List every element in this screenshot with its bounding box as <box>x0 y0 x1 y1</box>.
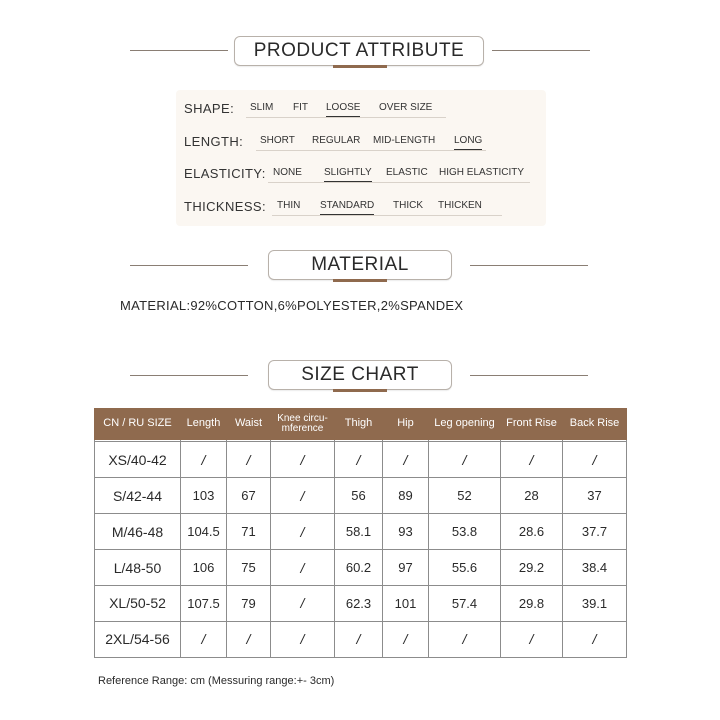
attribute-option-selected: SLIGHTLY <box>324 167 372 178</box>
measurement-cell: 37.7 <box>563 514 627 550</box>
attribute-option: SHORT <box>260 135 295 146</box>
measurement-cell: 75 <box>227 550 271 586</box>
measurement-cell: 55.6 <box>429 550 501 586</box>
measurement-cell: 107.5 <box>181 585 227 621</box>
measurement-cell: / <box>271 442 335 478</box>
measurement-cell: / <box>227 442 271 478</box>
attribute-option: HIGH ELASTICITY <box>439 167 525 178</box>
table-row <box>95 442 627 478</box>
table-row <box>95 585 627 621</box>
column-header: Back Rise <box>563 409 627 440</box>
section-title-product-attribute <box>234 36 484 66</box>
section-title-size-chart <box>268 360 452 390</box>
measurement-cell: 56 <box>335 478 383 514</box>
measurement-cell: / <box>383 621 429 657</box>
section-title-material <box>268 250 452 280</box>
size-cell: S/42-44 <box>95 478 181 514</box>
size-cell: 2XL/54-56 <box>95 621 181 657</box>
title-accent-bar <box>333 65 387 68</box>
measurement-cell: 62.3 <box>335 585 383 621</box>
divider-line <box>492 50 590 51</box>
attribute-label: THICKNESS: <box>184 199 267 214</box>
column-header: CN / RU SIZE <box>95 409 181 440</box>
attribute-label: SHAPE: <box>184 101 235 116</box>
reference-note: Reference Range: cm (Messuring range:+- 3cm) <box>98 675 335 687</box>
attribute-option: NONE <box>273 167 302 178</box>
measurement-cell: 29.8 <box>501 585 563 621</box>
divider-line <box>130 50 228 51</box>
divider-line <box>130 265 248 266</box>
size-cell: XL/50-52 <box>95 585 181 621</box>
attribute-option: THICK <box>393 200 423 211</box>
measurement-cell: / <box>501 621 563 657</box>
measurement-cell: 58.1 <box>335 514 383 550</box>
measurement-cell: 67 <box>227 478 271 514</box>
measurement-cell: / <box>271 514 335 550</box>
section-title-text: SIZE CHART <box>301 364 419 385</box>
attribute-row-rule <box>268 182 530 183</box>
measurement-cell: / <box>335 621 383 657</box>
measurement-cell: 103 <box>181 478 227 514</box>
measurement-cell: / <box>181 442 227 478</box>
measurement-cell: 53.8 <box>429 514 501 550</box>
attribute-option-selected: STANDARD <box>320 200 375 211</box>
column-header: Leg opening <box>429 409 501 440</box>
measurement-cell: 39.1 <box>563 585 627 621</box>
attribute-option: OVER SIZE <box>379 102 433 113</box>
measurement-cell: 101 <box>383 585 429 621</box>
section-title-text: MATERIAL <box>311 254 409 275</box>
measurement-cell: / <box>227 621 271 657</box>
measurement-cell: 52 <box>429 478 501 514</box>
attribute-option: ELASTIC <box>386 167 428 178</box>
divider-line <box>130 375 248 376</box>
measurement-cell: 28.6 <box>501 514 563 550</box>
column-header: Front Rise <box>501 409 563 440</box>
measurement-cell: 38.4 <box>563 550 627 586</box>
attribute-card <box>176 90 546 226</box>
attribute-label: ELASTICITY: <box>184 166 266 181</box>
table-row <box>95 478 627 514</box>
measurement-cell: / <box>335 442 383 478</box>
size-cell: L/48-50 <box>95 550 181 586</box>
measurement-cell: 104.5 <box>181 514 227 550</box>
measurement-cell: 60.2 <box>335 550 383 586</box>
measurement-cell: / <box>383 442 429 478</box>
column-header: Length <box>181 409 227 440</box>
measurement-cell: / <box>501 442 563 478</box>
column-header: Hip <box>383 409 429 440</box>
measurement-cell: 71 <box>227 514 271 550</box>
table-header-row <box>95 409 627 440</box>
measurement-cell: 97 <box>383 550 429 586</box>
attribute-option: REGULAR <box>312 135 361 146</box>
measurement-cell: 79 <box>227 585 271 621</box>
attribute-row-rule <box>272 215 502 216</box>
measurement-cell: 37 <box>563 478 627 514</box>
measurement-cell: 57.4 <box>429 585 501 621</box>
column-header: Knee circu-mference <box>271 409 335 440</box>
size-cell: M/46-48 <box>95 514 181 550</box>
measurement-cell: 106 <box>181 550 227 586</box>
table-row <box>95 514 627 550</box>
measurement-cell: 28 <box>501 478 563 514</box>
table-row <box>95 550 627 586</box>
measurement-cell: / <box>429 442 501 478</box>
attribute-row-rule <box>256 150 486 151</box>
divider-line <box>470 375 588 376</box>
divider-line <box>470 265 588 266</box>
attribute-option: MID-LENGTH <box>373 135 436 146</box>
measurement-cell: / <box>563 621 627 657</box>
attribute-option-selected: LONG <box>454 135 483 146</box>
column-header: Thigh <box>335 409 383 440</box>
measurement-cell: 89 <box>383 478 429 514</box>
table-row <box>95 621 627 657</box>
size-cell: XS/40-42 <box>95 442 181 478</box>
measurement-cell: / <box>563 442 627 478</box>
measurement-cell: 93 <box>383 514 429 550</box>
column-header: Waist <box>227 409 271 440</box>
title-accent-bar <box>333 279 387 282</box>
attribute-option: FIT <box>293 102 308 113</box>
attribute-option-selected: LOOSE <box>326 102 361 113</box>
measurement-cell: / <box>271 550 335 586</box>
size-table-body <box>95 440 627 658</box>
section-title-text: PRODUCT ATTRIBUTE <box>253 40 465 61</box>
attribute-row-rule <box>246 117 446 118</box>
measurement-cell: / <box>181 621 227 657</box>
attribute-option: THIN <box>277 200 301 211</box>
attribute-option: SLIM <box>250 102 274 113</box>
title-accent-bar <box>333 389 387 392</box>
measurement-cell: 29.2 <box>501 550 563 586</box>
attribute-option: THICKEN <box>438 200 482 211</box>
measurement-cell: / <box>271 478 335 514</box>
material-composition: MATERIAL:92%COTTON,6%POLYESTER,2%SPANDEX <box>120 298 464 313</box>
attribute-label: LENGTH: <box>184 134 244 149</box>
measurement-cell: / <box>271 585 335 621</box>
size-chart-table <box>94 408 627 658</box>
measurement-cell: / <box>429 621 501 657</box>
measurement-cell: / <box>271 621 335 657</box>
